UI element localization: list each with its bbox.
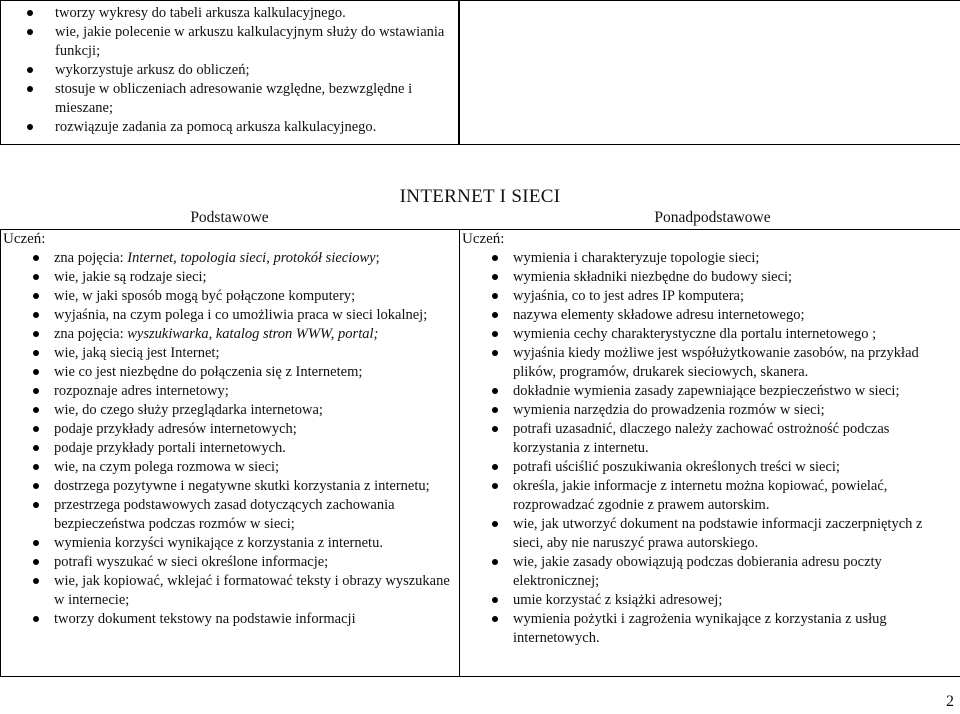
list-item: wymienia i charakteryzuje topologie sieci; <box>487 249 947 268</box>
list-item: zna pojęcia: wyszukiwarka, katalog stron WWW, portal; <box>28 325 453 344</box>
list-item: wie, jakie zasady obowiązują podczas dobierania adresu poczty elektronicznej; <box>487 553 947 591</box>
list-item: potrafi uzasadnić, dlaczego należy zachować ostrożność podczas korzystania z internetu. <box>487 420 947 458</box>
list-item: wie, jakie polecenie w arkuszu kalkulacyjnym służy do wstawiania funkcji; <box>29 23 448 61</box>
list-item: wyjaśnia kiedy możliwe jest współużytkowanie zasobów, na przykład plików, programów, drukarek sieciowych, skanera. <box>487 344 947 382</box>
list-item: rozpoznaje adres internetowy; <box>28 382 453 401</box>
carryover-cell-right <box>459 0 960 145</box>
advanced-requirements-list <box>487 249 947 648</box>
basic-column <box>1 230 460 676</box>
list-item: wie, na czym polega rozmowa w sieci; <box>28 458 453 477</box>
list-item: zna pojęcia: Internet, topologia sieci, protokół sieciowy; <box>28 249 453 268</box>
list-item: wie, w jaki sposób mogą być połączone komputery; <box>28 287 453 306</box>
list-item: wyjaśnia, co to jest adres IP komputera; <box>487 287 947 306</box>
column-heading-basic: Podstawowe <box>190 209 269 226</box>
list-item: wie, jak kopiować, wklejać i formatować teksty i obrazy wyszukane w internecie; <box>28 572 453 610</box>
column-heading-advanced: Ponadpodstawowe <box>654 209 771 226</box>
carryover-cell-left <box>0 0 459 145</box>
list-item: rozwiązuje zadania za pomocą arkusza kalkulacyjnego. <box>29 118 448 137</box>
list-item: tworzy wykresy do tabeli arkusza kalkulacyjnego. <box>29 4 448 23</box>
list-item: wie, do czego służy przeglądarka internetowa; <box>28 401 453 420</box>
advanced-column <box>460 230 960 676</box>
list-item: wykorzystuje arkusz do obliczeń; <box>29 61 448 80</box>
list-item: potrafi wyszukać w sieci określone informacje; <box>28 553 453 572</box>
list-item: przestrzega podstawowych zasad dotyczących zachowania bezpieczeństwa podczas rozmów w sieci; <box>28 496 453 534</box>
requirements-table <box>0 229 960 677</box>
list-item: podaje przykłady adresów internetowych; <box>28 420 453 439</box>
list-item: stosuje w obliczeniach adresowanie względne, bezwzględne i mieszane; <box>29 80 448 118</box>
list-item: podaje przykłady portali internetowych. <box>28 439 453 458</box>
list-item: wie, jakie są rodzaje sieci; <box>28 268 453 287</box>
page-number: 2 <box>946 693 954 710</box>
list-item: wie co jest niezbędne do połączenia się z Internetem; <box>28 363 453 382</box>
student-label: Uczeń: <box>3 231 46 247</box>
list-item: potrafi uściślić poszukiwania określonych treści w sieci; <box>487 458 947 477</box>
list-item: wymienia składniki niezbędne do budowy sieci; <box>487 268 947 287</box>
list-item: nazywa elementy składowe adresu internetowego; <box>487 306 947 325</box>
section-title: INTERNET I SIECI <box>399 186 561 207</box>
list-item: wymienia korzyści wynikające z korzystania z internetu. <box>28 534 453 553</box>
list-item: wymienia narzędzia do prowadzenia rozmów w sieci; <box>487 401 947 420</box>
list-item: wyjaśnia, na czym polega i co umożliwia praca w sieci lokalnej; <box>28 306 453 325</box>
list-item: określa, jakie informacje z internetu można kopiować, powielać, rozprowadzać zgodnie z prawem autorskim. <box>487 477 947 515</box>
list-item: wymienia pożytki i zagrożenia wynikające z korzystania z usług internetowych. <box>487 610 947 648</box>
list-item: wymienia cechy charakterystyczne dla portalu internetowego ; <box>487 325 947 344</box>
carryover-list <box>29 4 448 137</box>
student-label: Uczeń: <box>462 231 505 247</box>
list-item: tworzy dokument tekstowy na podstawie informacji <box>28 610 453 629</box>
list-item: wie, jak utworzyć dokument na podstawie informacji zaczerpniętych z sieci, aby nie naruszyć prawa autorskiego. <box>487 515 947 553</box>
basic-requirements-list <box>28 249 453 629</box>
list-item: wie, jaką siecią jest Internet; <box>28 344 453 363</box>
list-item: dostrzega pozytywne i negatywne skutki korzystania z internetu; <box>28 477 453 496</box>
list-item: dokładnie wymienia zasady zapewniające bezpieczeństwo w sieci; <box>487 382 947 401</box>
list-item: umie korzystać z książki adresowej; <box>487 591 947 610</box>
